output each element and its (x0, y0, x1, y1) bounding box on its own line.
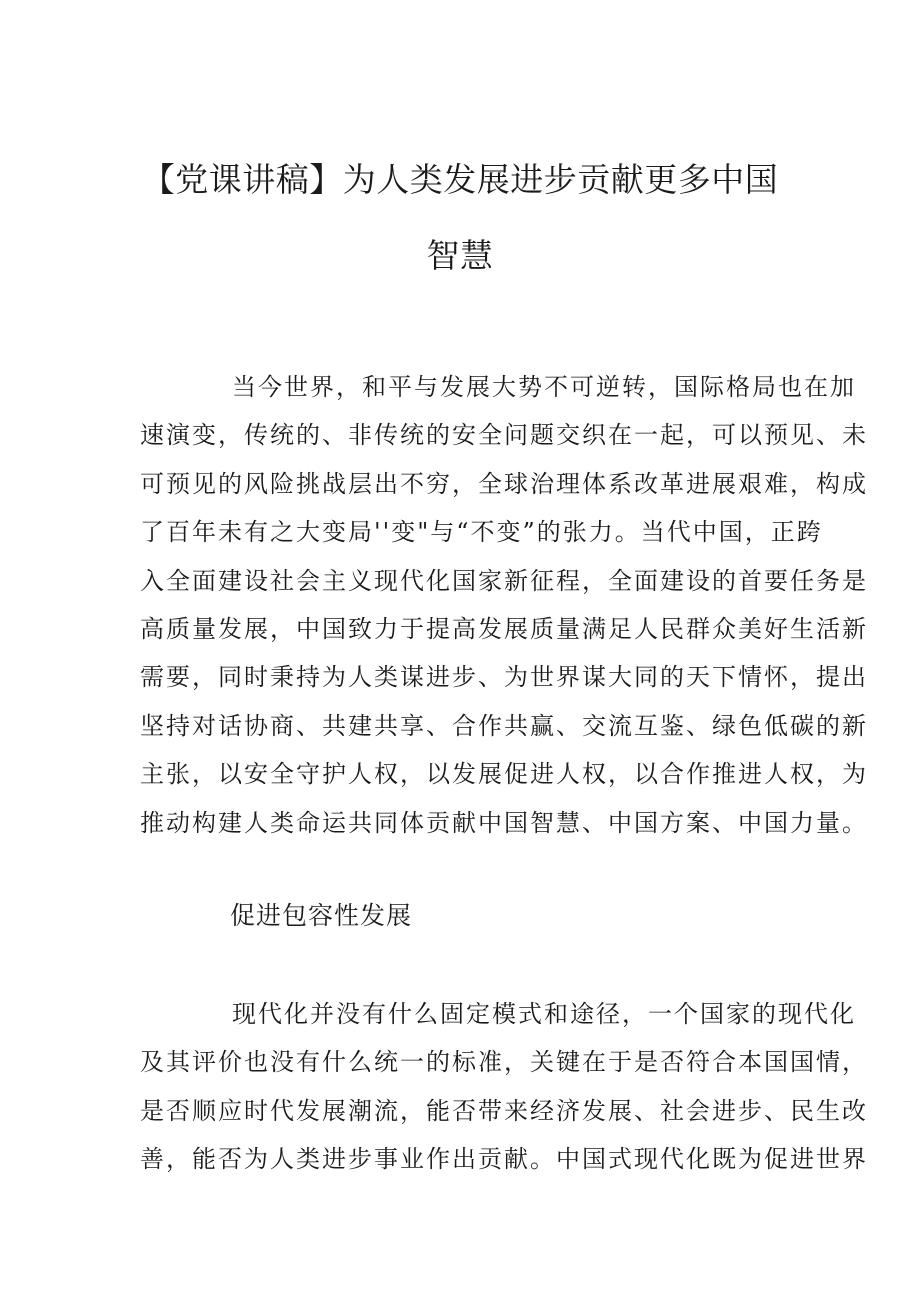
document-title-line-1: 【党课讲稿】为人类发展进步贡献更多中国 (141, 160, 779, 199)
paragraph-line: 及其评价也没有什么统一的标准，关键在于是否符合本国国情， (140, 1048, 868, 1077)
paragraph-section-body (140, 990, 868, 1184)
paragraph-line: 可预见的风险挑战层出不穷，全球治理体系改革进展艰难，构成 (140, 469, 868, 498)
paragraph-line: 坚持对话协商、共建共享、合作共赢、交流互鉴、绿色低碳的新 (140, 711, 868, 740)
paragraph-line: 推动构建人类命运共同体贡献中国智慧、中国方案、中国力量。 (140, 808, 868, 837)
paragraph-line: 入全面建设社会主义现代化国家新征程，全面建设的首要任务是 (140, 566, 868, 595)
document-title-line-2: 智慧 (426, 236, 494, 275)
paragraph-line: 高质量发展，中国致力于提高发展质量满足人民群众美好生活新 (140, 615, 868, 644)
paragraph-line: 速演变，传统的、非传统的安全问题交织在一起，可以预见、未 (140, 421, 868, 450)
paragraph-line: 是否顺应时代发展潮流，能否带来经济发展、社会进步、民生改 (140, 1096, 868, 1125)
paragraph-line: 现代化并没有什么固定模式和途径，一个国家的现代化 (232, 1000, 856, 1028)
paragraph-line: 当今世界，和平与发展大势不可逆转，国际格局也在加 (232, 373, 856, 401)
paragraph-intro (140, 363, 868, 847)
paragraph-line: 需要，同时秉持为人类谋进步、为世界谋大同的天下情怀，提出 (140, 663, 868, 692)
section-heading: 促进包容性发展 (230, 901, 413, 930)
paragraph-line: 了百年未有之大变局''变"与“不变”的张力。当代中国，正跨 (140, 518, 823, 547)
paragraph-line: 善，能否为人类进步事业作出贡献。中国式现代化既为促进世界 (140, 1145, 868, 1174)
paragraph-line: 主张，以安全守护人权，以发展促进人权，以合作推进人权，为 (140, 760, 868, 789)
